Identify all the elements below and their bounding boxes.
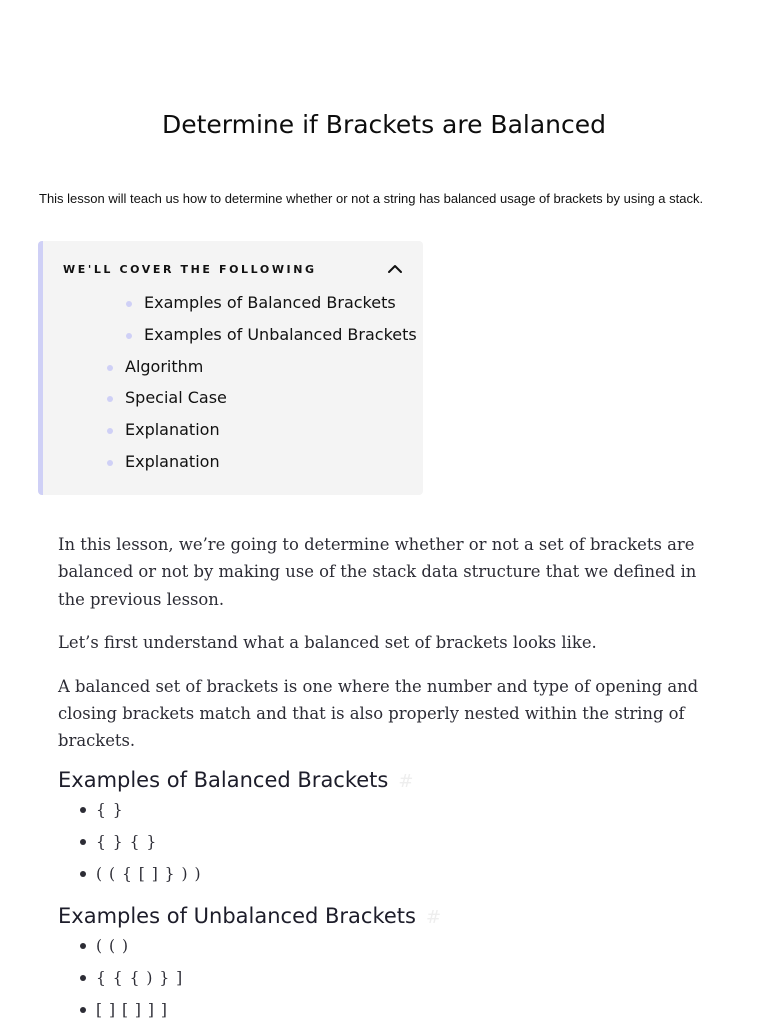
list-item-text: { { { ) } ] — [96, 968, 183, 987]
chevron-up-icon[interactable] — [385, 259, 405, 277]
list-item — [58, 831, 718, 863]
list-item-text: ( ( { [ ] } ) ) — [96, 864, 201, 883]
list-item — [58, 935, 718, 967]
bullet-dot — [107, 460, 113, 466]
list-item — [58, 863, 718, 895]
toc-item-examples-unbalanced[interactable] — [43, 323, 417, 355]
toc-item-label: Examples of Unbalanced Brackets — [144, 324, 417, 344]
table-of-contents — [38, 241, 423, 495]
bullet-dot — [107, 365, 113, 371]
list-item-text: [ ] [ ] ] ] — [96, 1000, 167, 1019]
section-heading-text: Examples of Unbalanced Brackets — [58, 903, 416, 928]
list-item-text: { } { } — [96, 832, 157, 851]
toc-item-explanation[interactable] — [43, 418, 417, 450]
toc-item-label: Examples of Balanced Brackets — [144, 293, 396, 312]
list-item — [58, 967, 718, 999]
bullet-dot — [80, 839, 86, 845]
toc-item-explanation-2[interactable] — [43, 450, 417, 482]
section-heading-text: Examples of Balanced Brackets — [58, 767, 389, 792]
paragraph: In this lesson, we’re going to determine whether or not a set of brackets are balanced or not by making use of the stack data structure that we defined in the previous lesson. — [58, 535, 697, 609]
bullet-dot — [126, 301, 132, 307]
list-item-text: ( ( ) — [96, 936, 128, 955]
toc-header: WE'LL COVER THE FOLLOWING — [63, 263, 317, 276]
bullet-dot — [126, 333, 132, 339]
list-item — [58, 799, 718, 831]
list-item-text: { } — [96, 800, 123, 819]
bullet-dot — [80, 943, 86, 949]
bullet-dot — [107, 396, 113, 402]
paragraph: A balanced set of brackets is one where the number and type of opening and closing brackets match and that is also properly nested within the string of brackets. — [58, 676, 699, 751]
page-title: Determine if Brackets are Balanced — [161, 110, 606, 139]
toc-item-label: Algorithm — [125, 356, 204, 376]
bullet-dot — [80, 975, 86, 981]
balanced-examples-list — [58, 799, 718, 895]
toc-item-examples-balanced[interactable] — [43, 291, 417, 323]
list-item — [58, 999, 718, 1031]
toc-item-algorithm[interactable] — [43, 355, 417, 387]
toc-item-label: Explanation — [125, 420, 220, 440]
section-heading-unbalanced — [58, 899, 718, 933]
bullet-dot — [80, 1007, 86, 1013]
section-heading-balanced — [58, 763, 718, 797]
heading-anchor-link[interactable]: # — [398, 770, 414, 792]
bullet-dot — [107, 428, 113, 434]
toc-list — [43, 291, 417, 482]
toc-item-label: Special Case — [125, 388, 227, 408]
lesson-summary: This lesson will teach us how to determine whether or not a string has balanced usage of brackets by using a stack. — [39, 191, 704, 206]
toc-item-special-case[interactable] — [43, 386, 417, 418]
bullet-dot — [80, 871, 86, 877]
toc-item-label: Explanation — [125, 451, 220, 471]
bullet-dot — [80, 807, 86, 813]
paragraph: Let’s first understand what a balanced set of brackets looks like. — [58, 633, 597, 653]
unbalanced-examples-list — [58, 935, 718, 1031]
lesson-content — [58, 531, 718, 1031]
heading-anchor-link[interactable]: # — [425, 906, 442, 928]
